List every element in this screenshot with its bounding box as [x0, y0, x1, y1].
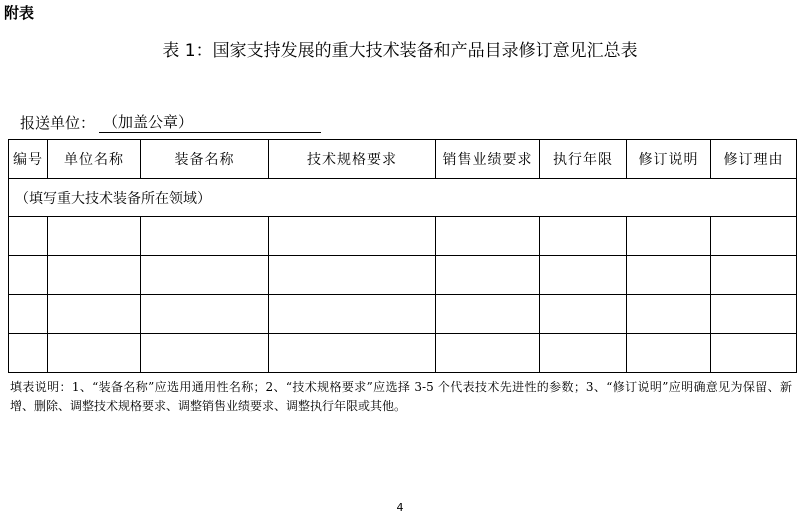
table-cell: [711, 334, 797, 373]
summary-table: [8, 139, 797, 373]
table-cell: [9, 334, 48, 373]
table-cell: [48, 334, 141, 373]
table-cell: [269, 295, 436, 334]
sender-field: （加盖公章）: [99, 111, 321, 133]
table-cell: [141, 295, 269, 334]
page-title: 表 1：国家支持发展的重大技术装备和产品目录修订意见汇总表: [162, 41, 638, 61]
table-cell: [540, 217, 627, 256]
table-row: [9, 334, 797, 373]
table-cell: [711, 217, 797, 256]
table-cell: [48, 217, 141, 256]
table-cell: [9, 217, 48, 256]
header-cell: 执行年限: [540, 140, 627, 179]
table-cell: [141, 256, 269, 295]
header-cell: 单位名称: [48, 140, 141, 179]
table-cell: [436, 256, 540, 295]
table-cell: [48, 295, 141, 334]
table-cell: [269, 217, 436, 256]
table-cell: [540, 334, 627, 373]
header-cell: 修订理由: [711, 140, 797, 179]
sender-line: [20, 111, 321, 133]
table-cell: [48, 256, 141, 295]
header-cell: 装备名称: [141, 140, 269, 179]
fill-instructions: 填表说明：1、“装备名称”应选用通用性名称；2、“技术规格要求”应选择 3-5 个代表技术先进性的参数；3、“修订说明”应明确意见为保留、新增、删除、调整技术规格要求、调整销售业绩要求、调整执行年限或其他。: [10, 380, 792, 413]
annex-label: 附表: [4, 4, 35, 22]
table-cell: [627, 334, 711, 373]
page-number: 4: [396, 501, 404, 514]
table-cell: [141, 334, 269, 373]
table-cell: [627, 256, 711, 295]
table-row: [9, 256, 797, 295]
header-cell: 修订说明: [627, 140, 711, 179]
header-row: [9, 140, 797, 179]
table-cell: [436, 217, 540, 256]
table-cell: [711, 256, 797, 295]
header-cell: 编号: [9, 140, 48, 179]
table-row: [9, 217, 797, 256]
table-cell: [627, 295, 711, 334]
header-cell: 销售业绩要求: [436, 140, 540, 179]
field-cell: （填写重大技术装备所在领域）: [9, 179, 797, 217]
header-cell: 技术规格要求: [269, 140, 436, 179]
sender-label: 报送单位：: [20, 114, 96, 132]
table-cell: [436, 295, 540, 334]
table-cell: [9, 295, 48, 334]
table-row: [9, 295, 797, 334]
table-cell: [9, 256, 48, 295]
table-cell: [141, 217, 269, 256]
table-cell: [269, 256, 436, 295]
table-cell: [269, 334, 436, 373]
table-cell: [711, 295, 797, 334]
field-row: [9, 179, 797, 217]
table-cell: [627, 217, 711, 256]
table-cell: [540, 256, 627, 295]
table-cell: [540, 295, 627, 334]
table-cell: [436, 334, 540, 373]
